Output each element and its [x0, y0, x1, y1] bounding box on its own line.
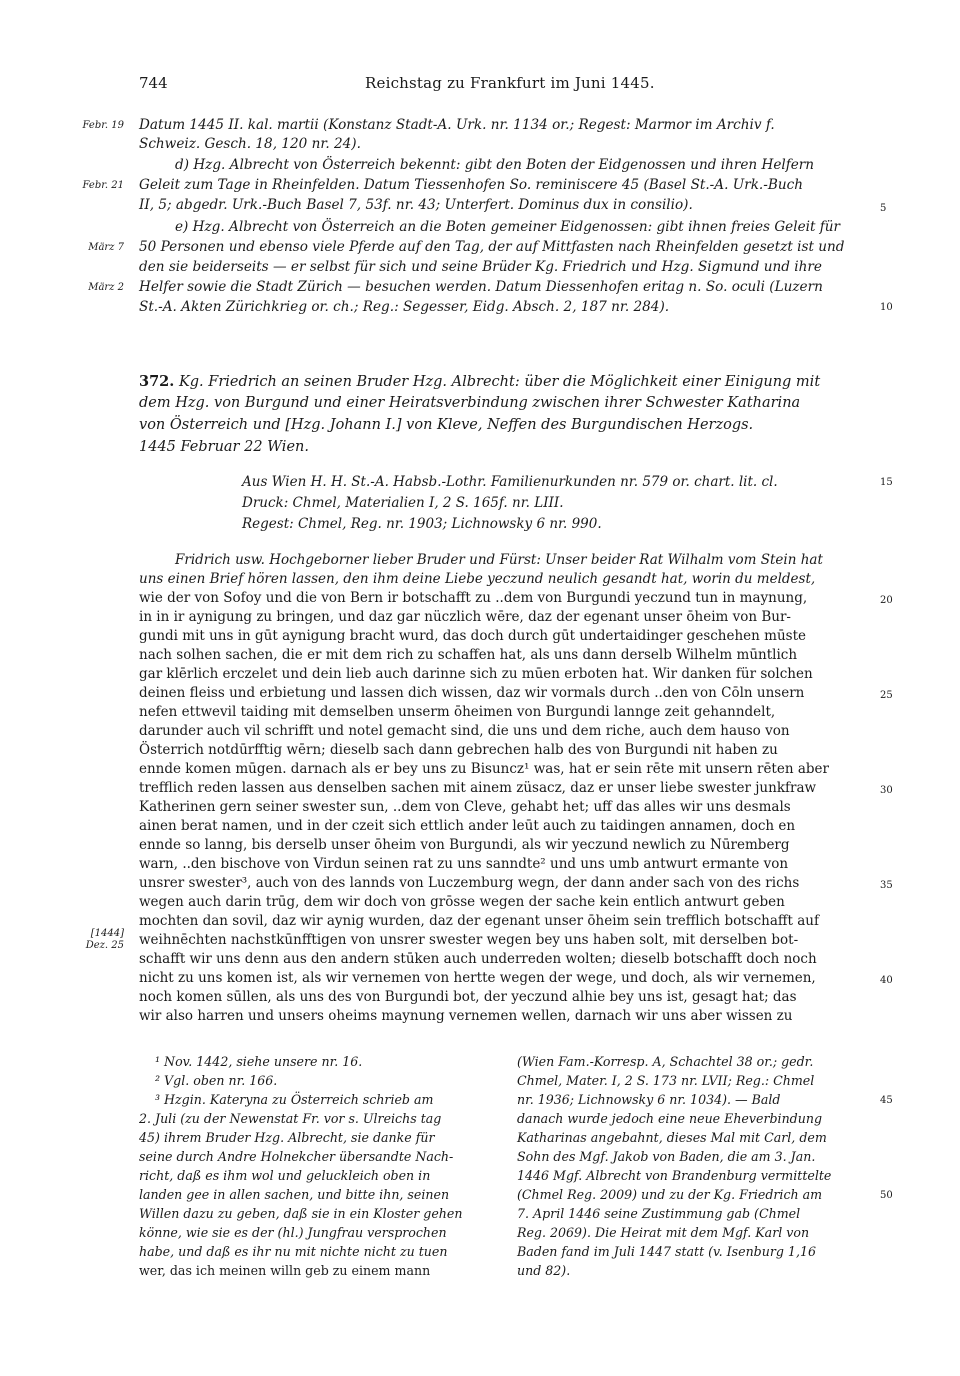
footnote-line: danach wurde jedoch eine neue Eheverbindung [517, 1111, 823, 1126]
line-number: 5 [880, 203, 887, 214]
text-line: d) Hzg. Albrecht von Österreich bekennt: gibt den Boten der Eidgenossen und ihren Helfern [175, 157, 815, 173]
margin-date [78, 928, 124, 952]
footnotes-left [139, 1052, 499, 1292]
footnote-line: ¹ Nov. 1442, siehe unsere nr. 16. [155, 1054, 363, 1069]
top-section [139, 116, 872, 316]
footnote-line: habe, und daß es ihr nu mit nichte nicht zu tuen [139, 1244, 448, 1259]
body-line: ennde komen mūgen. darnach als er bey uns zu Bisuncz¹ was, hat er sein rēte mit unsern rēten aber [139, 761, 829, 777]
footnote-line: richt, daß es ihm wol und geluckleich oben in [139, 1168, 431, 1183]
footnote-line: ² Vgl. oben nr. 166. [155, 1073, 278, 1088]
line-number: 15 [880, 477, 893, 488]
footnote-line: Willen dazu zu geben, daß sie in ein Kloster gehen [139, 1206, 463, 1221]
line-number: 10 [880, 302, 893, 313]
footnote-line: seine durch Andre Holnekcher übersandte Nach- [139, 1149, 454, 1164]
margin-date-line: [1444] [90, 928, 124, 939]
footnote-line: (Chmel Reg. 2009) und zu der Kg. Friedrich am [517, 1187, 823, 1202]
body-line: weihnēchten nachstkūnfftigen von unsrer swester wegen bey uns haben solt, mit derselben bot- [139, 932, 799, 948]
text-line: Helfer sowie die Stadt Zürich — besuchen werden. Datum Diessenhofen eritag n. So. oculi (Luzern [139, 279, 823, 295]
body-line: nach solhen sachen, die er mit dem rich zu schaffen hat, als uns dann derselb Wilhelm mūntlich [139, 647, 798, 663]
footnote-line: wer, das ich meinen willn geb zu einem mann [139, 1263, 431, 1278]
body-text [139, 551, 872, 1031]
footnote-line: nr. 1936; Lichnowsky 6 nr. 1034). — Bald [517, 1092, 781, 1107]
running-title: Reichstag zu Frankfurt im Juni 1445. [365, 74, 655, 92]
document-number: 372. [139, 373, 175, 390]
footnote-line: ³ Hzgin. Kateryna zu Österreich schrieb am [155, 1092, 434, 1107]
title-line: von Österreich und [Hzg. Johann I.] von Kleve, Neffen des Burgundischen Herzogs. [139, 417, 754, 433]
text-line: St.-A. Akten Zürichkrieg or. ch.; Reg.: Segesser, Eidg. Absch. 2, 187 nr. 284). [139, 299, 670, 315]
footnote-line: 45) ihrem Bruder Hzg. Albrecht, sie danke für [139, 1130, 435, 1145]
footnote-line: 7. April 1446 seine Zustimmung gab (Chmel [517, 1206, 801, 1221]
footnote-line: und 82). [517, 1263, 571, 1278]
body-line: gundi mit uns in gūt aynigung bracht wurd, das doch durch gūt undertaidinger geschehen mūste [139, 628, 806, 644]
body-line: darunder auch vil schrifft und notel gemacht sind, die uns und dem riche, auch dem hauso von [139, 723, 790, 739]
footnote-line: landen gee in allen sachen, und bitte ihn, seinen [139, 1187, 450, 1202]
title-text: Kg. Friedrich an seinen Bruder Hzg. Albrecht: über die Möglichkeit einer Einigung mit [178, 374, 821, 390]
body-line: Österrich notdūrfftig wērn; dieselb sach dann gebrechen halb des von Burgundi nit haben zu [139, 742, 778, 758]
text-line: II, 5; abgedr. Urk.-Buch Basel 7, 53f. nr. 43; Unterfert. Dominus dux in consilio). [139, 197, 693, 213]
footnote-line: 2. Juli (zu der Newenstat Fr. vor s. Ulreichs tag [139, 1111, 442, 1126]
body-line: ainen berat namen, und in der czeit sich ettlich ander leūt auch zu taidingen annamen, doch en [139, 818, 796, 834]
body-line: ennde so lanng, bis derselb unser ōheim von Burgundi, als wir yeczund newlich zu Nūremberg [139, 837, 790, 853]
line-number: 35 [880, 880, 893, 891]
body-line: nefen ettwevil taiding mit demselben unserm ōheimen von Burgundi lannge zeit gehanndelt, [139, 704, 776, 720]
title-line: dem Hzg. von Burgund und einer Heiratsverbindung zwischen ihrer Schwester Katharina [139, 395, 801, 411]
body-line: Katherinen gern seiner swester sun, ..dem von Cleve, gehabt het; uff das alles wir uns desmals [139, 799, 791, 815]
body-line: mochten dan sovil, daz wir aynig wurden, daz der egenant unser ōheim sein trefflich botschafft auf [139, 913, 819, 929]
footnotes-right [517, 1052, 872, 1292]
body-line: wegen auch darin trūg, dem wir doch von grōsse wegen der sache kein entlich antwurt geben [139, 894, 785, 910]
page-number: 744 [139, 74, 168, 92]
body-line: warn, ..den bischove von Virdun seinen rat zu uns sanndte² und uns umb antwurt ermante von [139, 856, 789, 872]
document-title [139, 372, 872, 462]
source-references [242, 473, 862, 537]
footnote-line: (Wien Fam.-Korresp. A, Schachtel 38 or.; gedr. [517, 1054, 814, 1069]
source-line: Aus Wien H. H. St.-A. Habsb.-Lothr. Familienurkunden nr. 579 or. chart. lit. cl. [242, 474, 778, 490]
text-line: Geleit zum Tage in Rheinfelden. Datum Tiessenhofen So. reminiscere 45 (Basel St.-A. Urk.-Buch [139, 177, 803, 193]
body-line: uns einen Brief hören lassen, den ihm deine Liebe yeczund neulich gesandt hat, worin du meldest, [139, 571, 816, 587]
margin-date: Febr. 21 [82, 180, 124, 191]
body-line: schafft wir uns denn aus den andern stūken auch underreden wolten; dieselb botschafft doch noch [139, 951, 817, 967]
footnote-line: Baden fand im Juli 1447 statt (v. Isenburg 1,16 [517, 1244, 816, 1259]
source-line: Regest: Chmel, Reg. nr. 1903; Lichnowsky 6 nr. 990. [242, 516, 602, 532]
body-line: wir also harren und unsers oheims maynung vernemen wellen, darnach wir uns aber wissen zu [139, 1008, 793, 1024]
body-line: trefflich reden lassen aus denselben sachen mit ainem züsacz, daz er unser liebe swester junkfraw [139, 780, 817, 796]
footnote-line: Chmel, Mater. I, 2 S. 173 nr. LVII; Reg.: Chmel [517, 1073, 815, 1088]
body-line: Fridrich usw. Hochgeborner lieber Bruder und Fürst: Unser beider Rat Wilhalm vom Stein hat [175, 552, 823, 568]
body-line: gar klērlich erczelet und dein lieb auch darinne sich zu mūen erboten hat. Wir danken für solchen [139, 666, 813, 682]
text-line: Schweiz. Gesch. 18, 120 nr. 24). [139, 136, 361, 152]
source-line: Druck: Chmel, Materialien I, 2 S. 165f. nr. LIII. [242, 495, 564, 511]
body-line: noch komen sūllen, als uns des von Burgundi bot, der yeczund alhie bey uns ist, gesagt hat; das [139, 989, 797, 1005]
body-line: nicht zu uns komen ist, als wir vernemen von hertte wegen der wege, und doch, als wir vernemen, [139, 970, 816, 986]
margin-date: Febr. 19 [82, 120, 124, 131]
footnote-line: könne, wie sie es der (hl.) Jungfrau versprochen [139, 1225, 447, 1240]
footnote-line: Katharinas angebahnt, dieses Mal mit Carl, dem [517, 1130, 827, 1145]
footnote-line: Sohn des Mgf. Jakob von Baden, die am 3. Jan. [517, 1149, 816, 1164]
line-number: 20 [880, 595, 893, 606]
line-number: 50 [880, 1190, 893, 1201]
body-line: in in ir aynigung zu bringen, und daz gar nüczlich wēre, daz der egenant unser ōheim von Bur- [139, 609, 791, 625]
text-line: e) Hzg. Albrecht von Österreich an die Boten gemeiner Eidgenossen: gibt ihnen freies Geleit für [175, 219, 841, 235]
footnote-line: Reg. 2069). Die Heirat mit dem Mgf. Karl von [517, 1225, 810, 1240]
text-line: Datum 1445 II. kal. martii (Konstanz Stadt-A. Urk. nr. 1134 or.; Regest: Marmor im Archiv f. [139, 117, 775, 133]
line-number: 30 [880, 785, 893, 796]
page-header [0, 74, 960, 98]
body-line: unsrer swester³, auch von des lannds von Luczemburg wegn, der dann ander sach von des richs [139, 875, 800, 891]
text-line: den sie beiderseits — er selbst für sich und seine Brüder Kg. Friedrich und Hzg. Sigmund und ihre [139, 259, 822, 275]
body-line: deinen fleiss und erbietung und lassen dich wissen, daz wir vormals durch ..den von Cōln unsern [139, 685, 805, 701]
title-line [139, 372, 820, 392]
body-line: wie der von Sofoy und die von Bern ir botschafft zu ..dem von Burgundi yeczund tun in maynung, [139, 590, 808, 606]
line-number: 45 [880, 1095, 893, 1106]
margin-date: März 2 [88, 282, 124, 293]
title-line: 1445 Februar 22 Wien. [139, 439, 309, 455]
footnote-line: 1446 Mgf. Albrecht von Brandenburg vermittelte [517, 1168, 832, 1183]
line-number: 25 [880, 690, 893, 701]
margin-date-line: Dez. 25 [85, 940, 124, 951]
text-line: 50 Personen und ebenso viele Pferde auf den Tag, der auf Mittfasten nach Rheinfelden gesetzt ist und [139, 239, 845, 255]
line-number: 40 [880, 975, 893, 986]
margin-date: März 7 [88, 242, 124, 253]
